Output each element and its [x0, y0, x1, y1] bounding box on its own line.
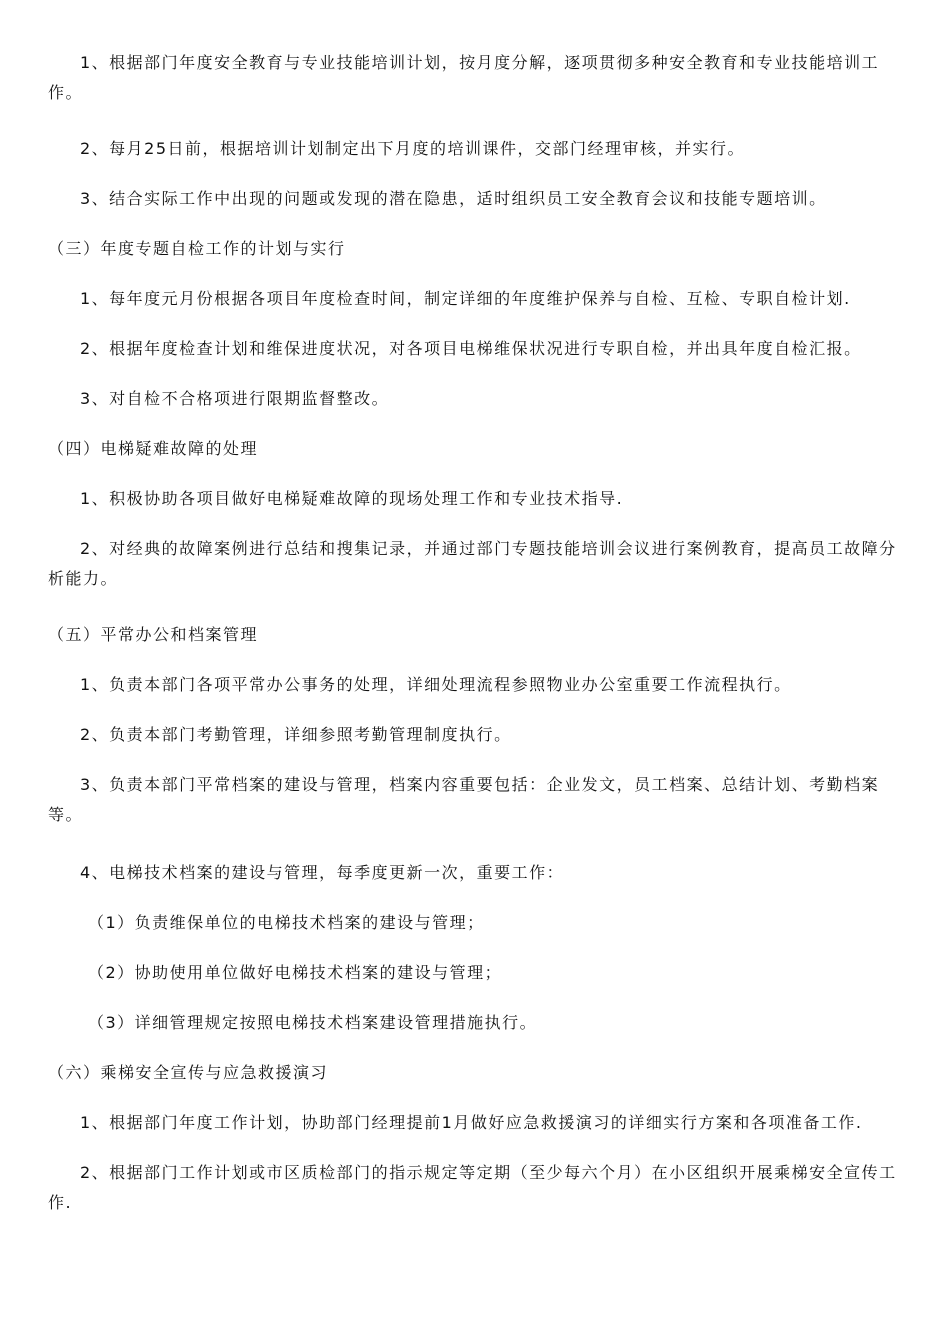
sub-item-1: （1）负责维保单位的电梯技术档案的建设与管理； — [88, 913, 485, 932]
sub-item-2: （2）协助使用单位做好电梯技术档案的建设与管理； — [88, 963, 503, 982]
paragraph-7: 1、积极协助各项目做好电梯疑难故障的现场处理工作和专业技术指导. — [80, 489, 624, 508]
section-heading-3: （三）年度专题自检工作的计划与实行 — [48, 239, 346, 258]
sub-item-3: （3）详细管理规定按照电梯技术档案建设管理措施执行。 — [88, 1013, 538, 1032]
paragraph-6: 3、对自检不合格项进行限期监督整改。 — [80, 389, 390, 408]
section-heading-6: （六）乘梯安全宣传与应急救援演习 — [48, 1063, 329, 1082]
paragraph-12: 4、电梯技术档案的建设与管理，每季度更新一次，重要工作： — [80, 863, 565, 882]
paragraph-10: 2、负责本部门考勤管理，详细参照考勤管理制度执行。 — [80, 725, 512, 744]
paragraph-11: 3、负责本部门平常档案的建设与管理，档案内容重要包括：企业发文，员工档案、总结计划、考勤档案等。 — [48, 775, 880, 824]
paragraph-8: 2、对经典的故障案例进行总结和搜集记录，并通过部门专题技能培训会议进行案例教育，提高员工故障分析能力。 — [48, 539, 897, 588]
paragraph-4: 1、每年度元月份根据各项目年度检查时间，制定详细的年度维护保养与自检、互检、专职自检计划. — [80, 289, 851, 308]
paragraph-2: 2、每月25日前，根据培训计划制定出下月度的培训课件，交部门经理审核，并实行。 — [80, 139, 746, 158]
paragraph-1: 1、根据部门年度安全教育与专业技能培训计划，按月度分解，逐项贯彻多种安全教育和专业技能培训工作。 — [48, 53, 880, 102]
section-heading-5: （五）平常办公和档案管理 — [48, 625, 259, 644]
paragraph-14: 2、根据部门工作计划或市区质检部门的指示规定等定期（至少每六个月）在小区组织开展乘梯安全宣传工作. — [48, 1163, 897, 1212]
paragraph-13: 1、根据部门年度工作计划，协助部门经理提前1月做好应急救援演习的详细实行方案和各项准备工作. — [80, 1113, 863, 1132]
paragraph-3: 3、结合实际工作中出现的问题或发现的潜在隐患，适时组织员工安全教育会议和技能专题培训。 — [80, 189, 827, 208]
section-heading-4: （四）电梯疑难故障的处理 — [48, 439, 259, 458]
paragraph-5: 2、根据年度检查计划和维保进度状况，对各项目电梯维保状况进行专职自检，并出具年度自检汇报。 — [80, 339, 862, 358]
paragraph-9: 1、负责本部门各项平常办公事务的处理，详细处理流程参照物业办公室重要工作流程执行。 — [80, 675, 792, 694]
